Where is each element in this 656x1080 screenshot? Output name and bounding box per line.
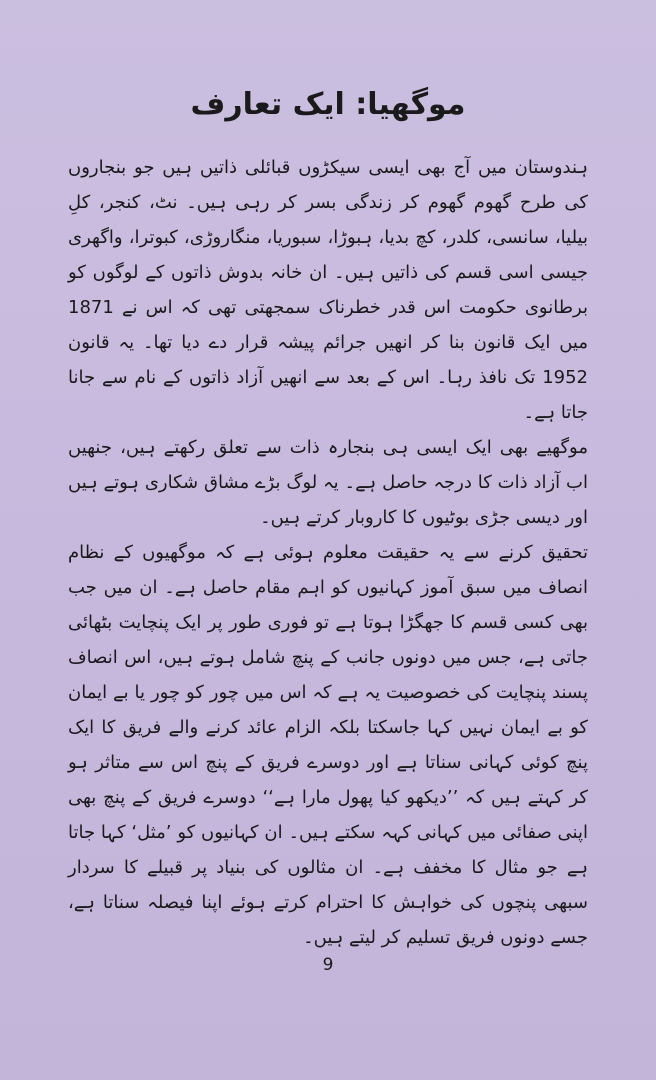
page-number: 9: [322, 955, 334, 975]
paragraph-1: ہندوستان میں آج بھی ایسی سیکڑوں قبائلی ذاتیں ہیں جو بنجاروں کی طرح گھوم گھوم کر زندگی بسر کر رہی ہیں۔ نٹ، کنجر، کلِ بیلیا، سانسی، کلدر، کچ بدیا، ہبوڑا، سبوریا، منگاروڑی، کبوترا، واگھری جیسی اسی قسم کی ذاتیں ہیں۔ ان خانہ بدوش ذاتوں کے لوگوں کو برطانوی حکومت اس قدر خطرناک سمجھتی تھی کہ اس نے 1871 میں ایک قانون بنا کر انھیں جرائم پیشہ قرار دے دیا تھا۔ یہ قانون 1952 تک نافذ رہا۔ اس کے بعد سے انھیں آزاد ذاتوں کے نام سے جانا جاتا ہے۔: [68, 157, 588, 423]
chapter-title: موگھیا: ایک تعارف: [190, 87, 466, 122]
paragraph-2: موگھیے بھی ایک ایسی ہی بنجارہ ذات سے تعلق رکھتے ہیں، جنھیں اب آزاد ذات کا درجہ حاصل ہے۔ یہ لوگ بڑے مشاق شکاری ہوتے ہیں اور دیسی جڑی بوٹیوں کا کاروبار کرتے ہیں۔: [68, 437, 588, 528]
body-text: [68, 150, 588, 955]
paragraph-3: تحقیق کرنے سے یہ حقیقت معلوم ہوئی ہے کہ موگھیوں کے نظام انصاف میں سبق آموز کہانیوں کو اہم مقام حاصل ہے۔ ان میں جب بھی کسی قسم کا جھگڑا ہوتا ہے تو فوری طور پر ایک پنچایت بٹھائی جاتی ہے، جس میں دونوں جانب کے پنچ شامل ہوتے ہیں، اس انصاف پسند پنچایت کی خصوصیت یہ ہے کہ اس میں چور کو چور یا بے ایمان کو بے ایمان نہیں کہا جاسکتا بلکہ الزام عائد کرنے والے فریق کا ایک پنچ کوئی کہانی سناتا ہے اور دوسرے فریق کے پنچ اس سے متاثر ہو کر کہتے ہیں کہ ’’دیکھو کیا پھول مارا ہے‘‘ دوسرے فریق کے پنچ بھی اپنی صفائی میں کہانی کہہ سکتے ہیں۔ ان کہانیوں کو ’مثل‘ کہا جاتا ہے جو مثال کا مخفف ہے۔ ان مثالوں کی بنیاد پر قبیلے کا سردار سبھی پنچوں کی خواہش کا احترام کرتے ہوئے اپنا فیصلہ سناتا ہے، جسے دونوں فریق تسلیم کر لیتے ہیں۔: [68, 542, 588, 948]
